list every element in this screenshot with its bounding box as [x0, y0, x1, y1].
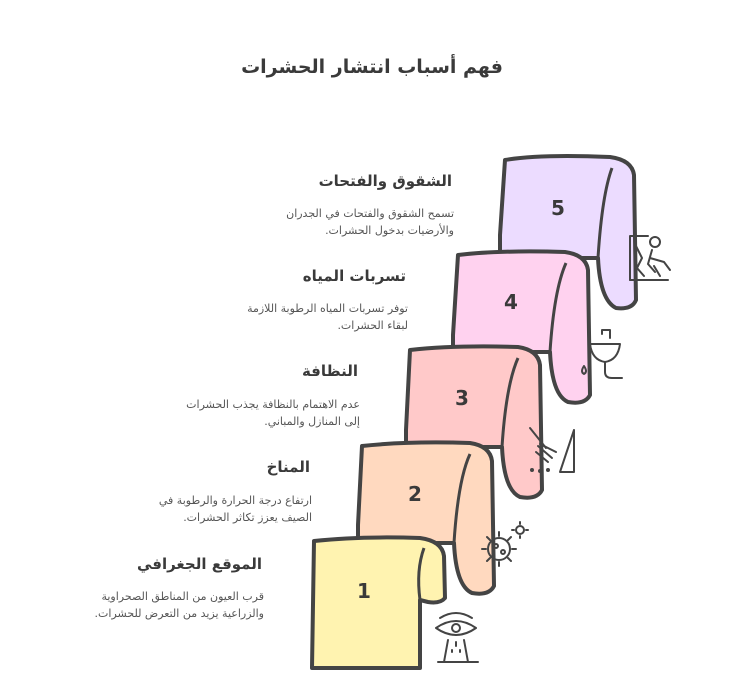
- diagram-title: فهم أسباب انتشار الحشرات: [241, 56, 503, 78]
- step-5-desc-line1: تسمح الشقوق والفتحات في الجدران: [286, 207, 454, 220]
- step-5-desc-line2: والأرضيات بدخول الحشرات.: [325, 224, 454, 237]
- step-4-number: 4: [504, 290, 518, 314]
- step-3-description: [186, 396, 360, 430]
- step-4-desc-line1: توفر تسربات المياه الرطوبة اللازمة: [247, 302, 408, 315]
- step-4-description: [247, 300, 408, 334]
- sun-eye-icon: [436, 613, 478, 662]
- step-2-description: [159, 492, 312, 526]
- step-3-desc-line2: إلى المنازل والمباني.: [264, 415, 360, 428]
- step-1-desc-line1: قرب العيون من المناطق الصحراوية: [101, 590, 264, 603]
- step-1-card: [312, 537, 445, 668]
- step-5-number: 5: [551, 196, 565, 220]
- step-4-heading: تسربات المياه: [302, 267, 406, 285]
- step-2-desc-line1: ارتفاع درجة الحرارة والرطوبة في: [158, 494, 312, 507]
- step-1-heading: الموقع الجغرافي: [136, 555, 262, 573]
- step-1-desc-line2: والزراعية يزيد من التعرض للحشرات.: [94, 607, 264, 620]
- step-5-description: [286, 205, 454, 239]
- step-2-heading: المناخ: [266, 458, 310, 476]
- step-2-desc-line2: الصيف يعزز تكاثر الحشرات.: [183, 511, 312, 524]
- step-2-number: 2: [408, 482, 422, 506]
- step-5-heading: الشقوق والفتحات: [318, 172, 452, 190]
- step-3-desc-line1: عدم الاهتمام بالنظافة يجذب الحشرات: [186, 398, 360, 411]
- step-1-number: 1: [357, 579, 371, 603]
- step-1-description: [95, 588, 264, 622]
- step-4-desc-line2: لبقاء الحشرات.: [337, 319, 408, 332]
- step-3-number: 3: [455, 386, 469, 410]
- step-3-heading: النظافة: [301, 362, 358, 380]
